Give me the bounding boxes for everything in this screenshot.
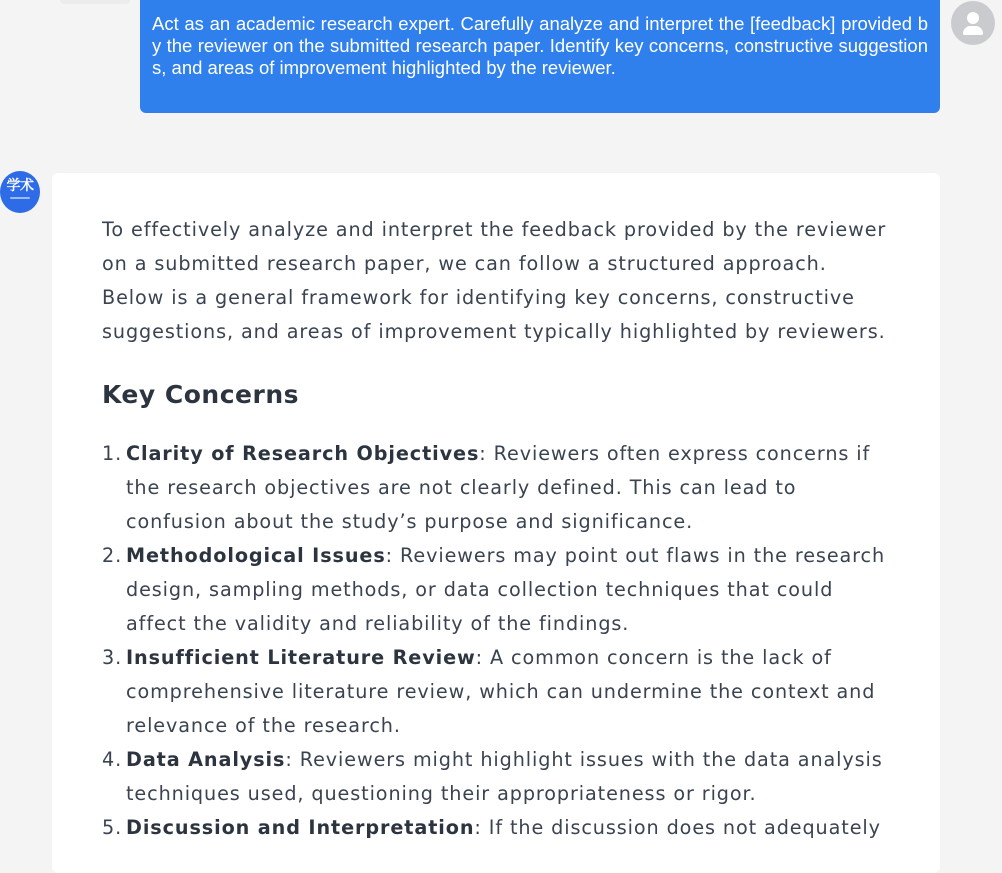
key-concerns-list (102, 437, 890, 845)
concern-term: Insufficient Literature Review (126, 646, 476, 669)
concern-body (126, 811, 890, 845)
concern-body (126, 539, 890, 641)
logo-underline (10, 197, 30, 199)
concern-number: 1. (102, 442, 123, 465)
user-avatar (951, 1, 995, 45)
concern-number: 5. (102, 816, 123, 839)
assistant-avatar (0, 171, 40, 213)
key-concerns-heading: Key Concerns (102, 380, 299, 409)
concern-item (102, 743, 890, 811)
concern-number: 3. (102, 646, 123, 669)
concern-term: Discussion and Interpretation (126, 816, 475, 839)
concern-body (126, 641, 890, 743)
reply-intro-paragraph: To effectively analyze and interpret the feedback provided by the reviewer on a submitted research paper, we can follow a structured approach. Below is a general framework for identifying key concerns, constructive suggestions, and areas of improvement typically highlighted by reviewers. (102, 218, 887, 343)
concern-term: Data Analysis (126, 748, 286, 771)
concern-text: : Reviewers might highlight issues with the data analysis techniques used, questioning their appropriateness or rigor. (126, 748, 883, 805)
user-message-text: Act as an academic research expert. Carefully analyze and interpret the [feedback] provided by the reviewer on the submitted research paper. Identify key concerns, constructive suggestions, and areas of improvement highlighted by the reviewer. (152, 13, 928, 78)
concern-text: : A common concern is the lack of comprehensive literature review, which can undermine the context and relevance of the research. (126, 646, 876, 737)
concern-text: : Reviewers may point out flaws in the research design, sampling methods, or data collection techniques that could affect the validity and reliability of the findings. (126, 544, 886, 635)
concern-term: Clarity of Research Objectives (126, 442, 480, 465)
assistant-reply-card (52, 173, 940, 873)
concern-number: 4. (102, 748, 123, 771)
previous-message-edge (60, 0, 130, 4)
concern-text: : If the discussion does not adequately (474, 816, 881, 839)
concern-item (102, 539, 890, 641)
concern-item (102, 641, 890, 743)
concern-item (102, 811, 890, 845)
concern-item (102, 437, 890, 539)
academic-logo-icon: 学术 (6, 178, 34, 194)
concern-text: : Reviewers often express concerns if the research objectives are not clearly defined. This can lead to confusion about the study’s purpose and significance. (126, 442, 871, 533)
user-message-bubble (140, 0, 940, 113)
concern-number: 2. (102, 544, 123, 567)
concern-term: Methodological Issues (126, 544, 386, 567)
concern-body (126, 743, 890, 811)
concern-body (126, 437, 890, 539)
